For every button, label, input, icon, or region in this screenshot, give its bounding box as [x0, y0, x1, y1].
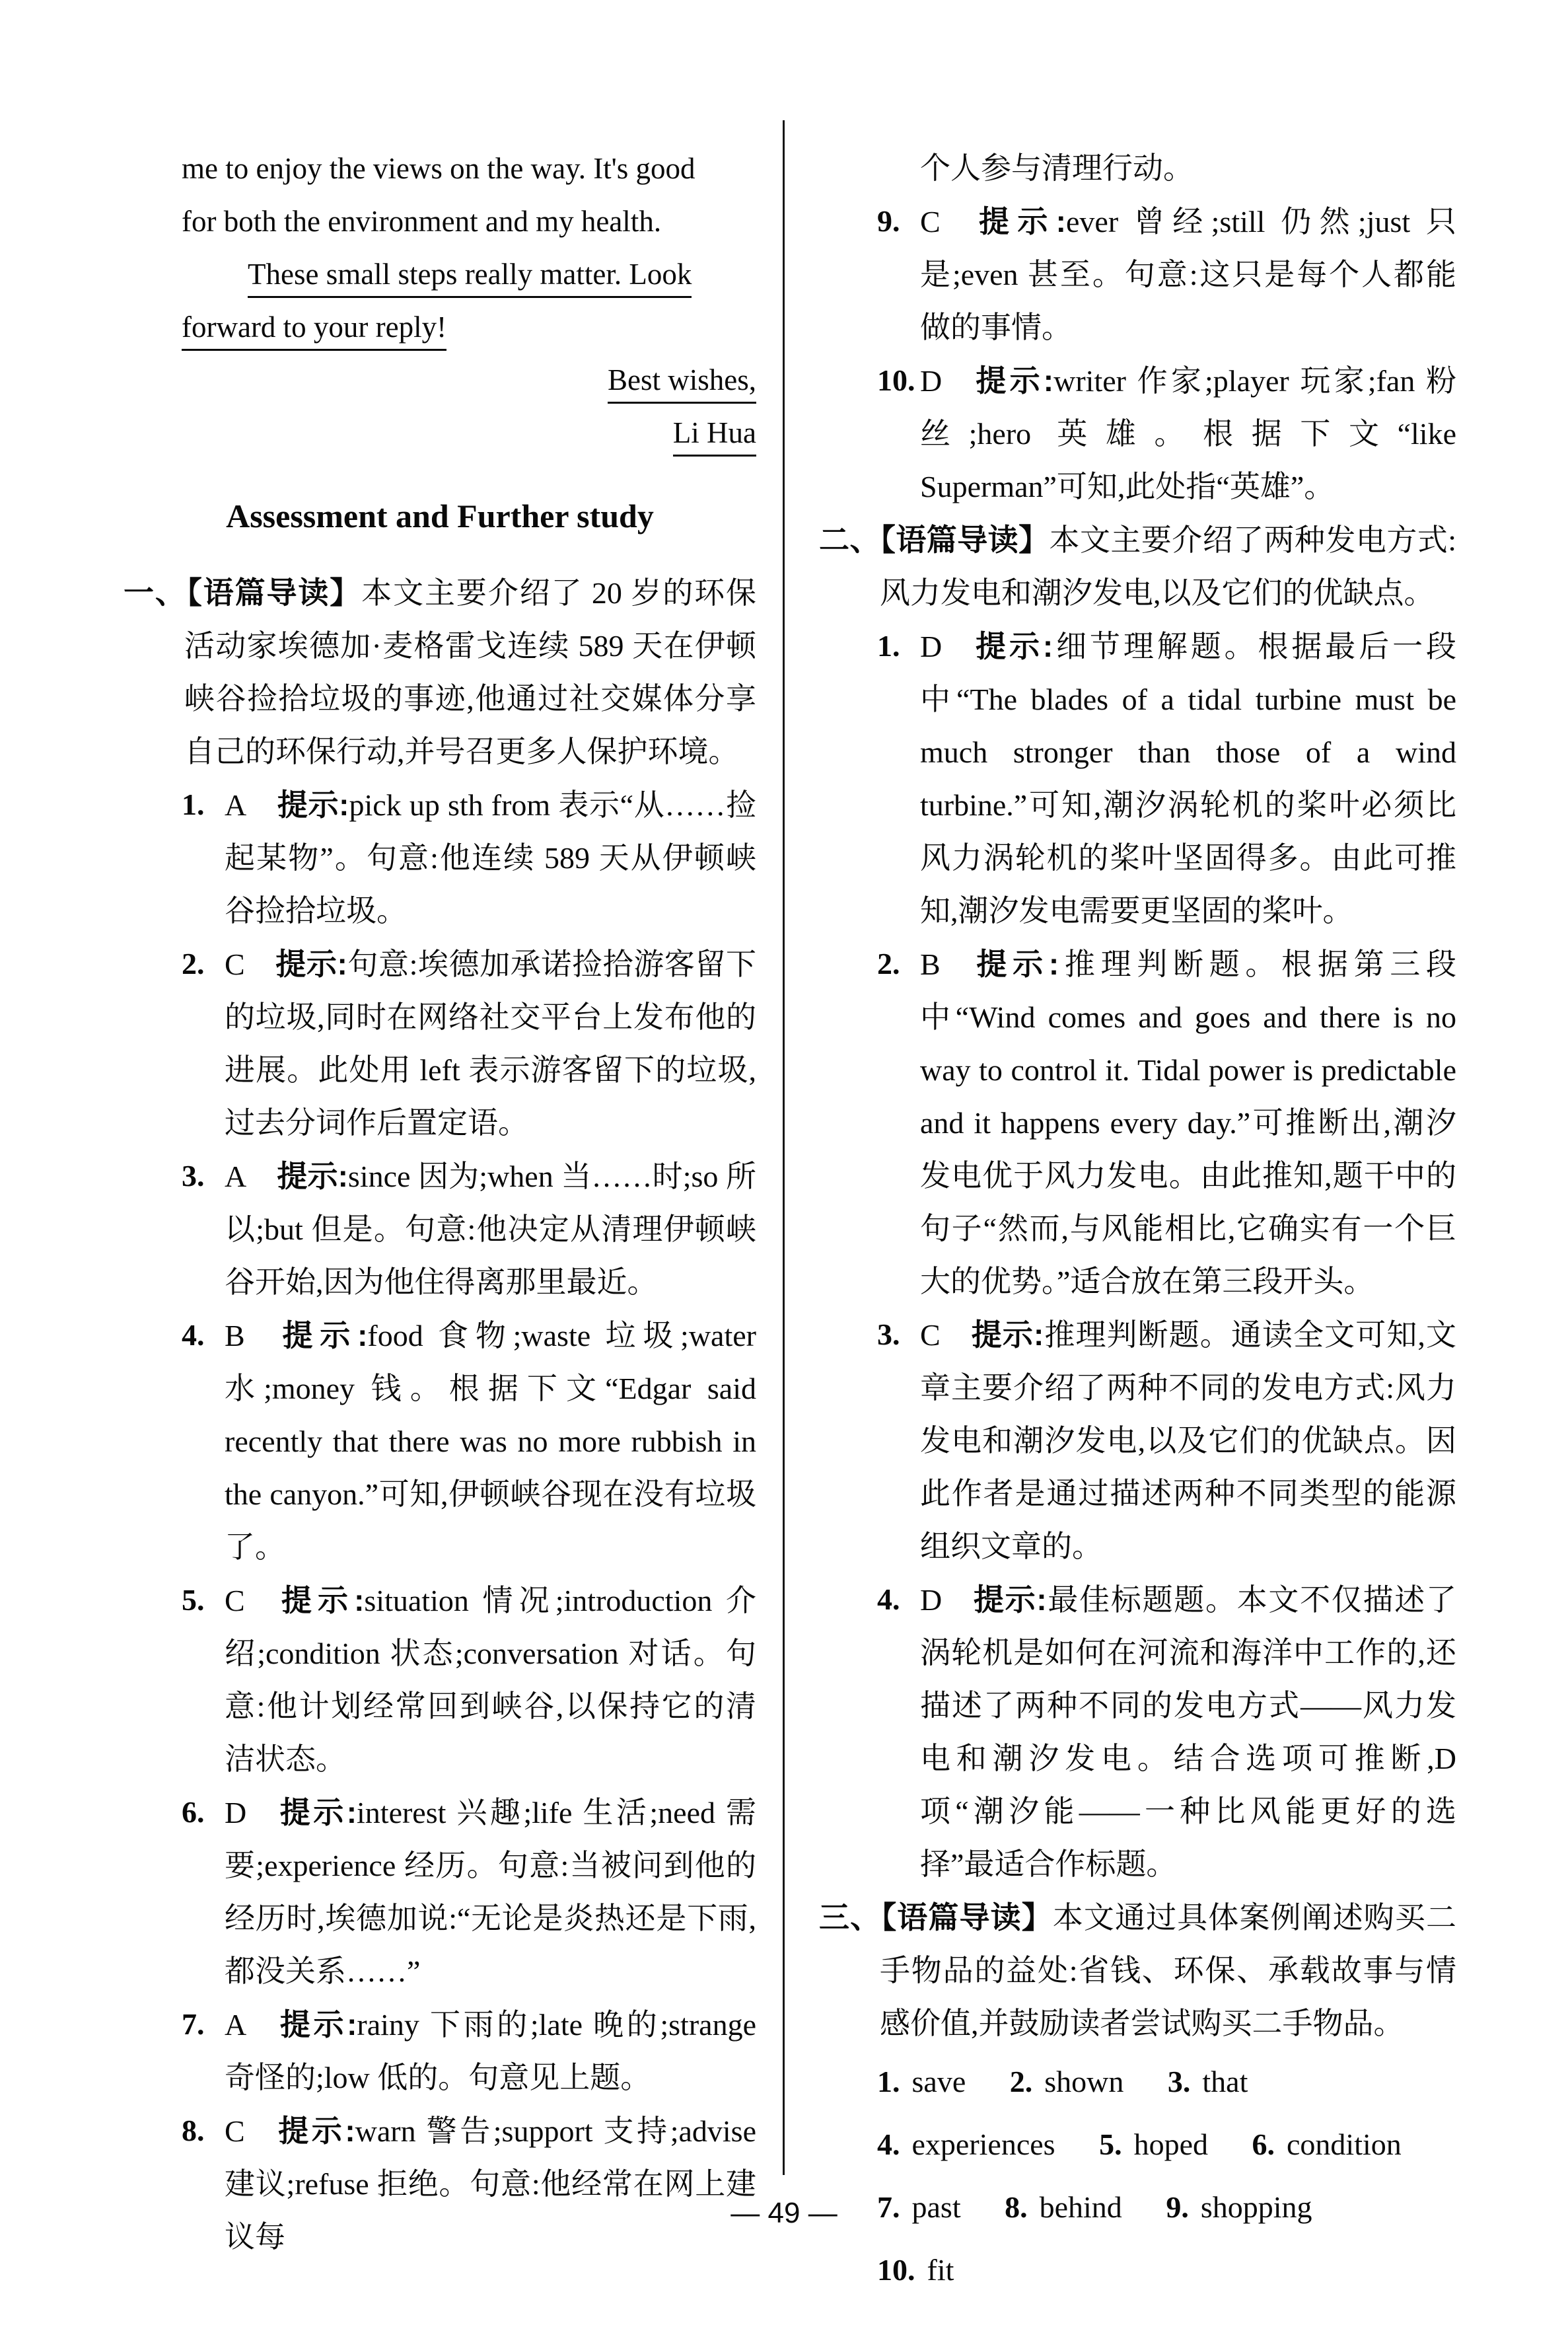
section-three-intro	[819, 1891, 1456, 2050]
word-answer: 5. hoped	[1099, 2127, 1209, 2161]
hint-text: 句意:埃德加承诺捡拾游客留下的垃圾,同时在网络社交平台上发布他的进展。此处用 left 表示游客留下的垃圾,过去分词作后置定语。	[225, 947, 756, 1140]
guide-reading-label: 【语篇导读】	[880, 523, 1050, 557]
item-number: 1.	[877, 629, 900, 663]
section-intro-text: 本文主要介绍了两种发电方式:风力发电和潮汐发电,以及它们的优缺点。	[880, 523, 1457, 610]
hint-text: 推理判断题。根据第三段中“Wind comes and goes and there is no way to control it. Tidal power is predictable and it happens every day.”可推断出,潮汐发电优于风力发电。由此推知,题干中的句子“然而,与风能相比,它确实有一个巨大的优势。”适合放在第三段开头。	[920, 947, 1457, 1298]
answer-letter: C	[225, 1584, 245, 1617]
answer-item-10	[819, 354, 1456, 513]
hint-text: ever 曾经;still 仍然;just 只是;even 甚至。句意:这只是每个人都能做的事情。	[920, 205, 1456, 344]
item-number: 9.	[877, 204, 900, 238]
item-number: 4.	[877, 1582, 900, 1616]
answer-letter: D	[920, 364, 943, 398]
section-marker: 二、	[819, 523, 880, 557]
item-number: 5.	[182, 1583, 205, 1617]
tip-label: 提示:	[277, 1795, 357, 1829]
answer-letter: C	[225, 947, 245, 981]
hint-text: 推理判断题。通读全文可知,文章主要介绍了两种不同的发电方式:风力发电和潮汐发电,以及它们的优缺点。因此作者是通过描述两种不同类型的能源组织文章的。	[920, 1318, 1457, 1563]
word-answers-row-4	[819, 2238, 1456, 2301]
answer-letter: D	[920, 1583, 943, 1617]
word-answer: 6. condition	[1252, 2127, 1402, 2161]
letter-body-line: me to enjoy the views on the way. It's good	[182, 152, 695, 185]
answer-letter: A	[225, 2008, 247, 2042]
item-number: 1.	[182, 788, 205, 821]
item-number: 7.	[182, 2007, 205, 2041]
item-number: 6.	[182, 1795, 205, 1829]
word-answer: 10. fit	[877, 2253, 954, 2287]
item-number: 2.	[877, 947, 900, 980]
answer-letter: B	[920, 947, 941, 981]
word-answers-row-2	[819, 2113, 1456, 2176]
tip-label: 提示:	[275, 1583, 365, 1617]
hint-text: since 因为;when 当……时;so 所以;but 但是。句意:他决定从清理伊顿峡谷开始,因为他住得离那里最近。	[225, 1160, 756, 1299]
answer-item-3	[124, 1150, 756, 1309]
section-intro-text: 本文通过具体案例阐述购买二手物品的益处:省钱、环保、承载故事与情感价值,并鼓励读者尝试购买二手物品。	[880, 1901, 1457, 2040]
answer-letter: C	[920, 205, 941, 239]
tip-label: 提示:	[277, 2007, 357, 2042]
letter-underlined-line: forward to your reply!	[182, 301, 756, 353]
answer-item-7	[124, 1998, 756, 2104]
tip-label: 提示:	[277, 788, 349, 822]
tip-label: 提示:	[277, 1159, 348, 1193]
tip-label: 提示:	[275, 2114, 355, 2148]
item-number: 10.	[877, 363, 915, 397]
tip-label: 提示:	[972, 363, 1054, 398]
tip-label: 提示:	[972, 1582, 1047, 1617]
hint-text: rainy 下雨的;late 晚的;strange 奇怪的;low 低的。句意见上题。	[225, 2008, 756, 2094]
word-answer: 4. experiences	[877, 2127, 1055, 2161]
hint-text: pick up sth from 表示“从……捡起某物”。句意:他连续 589 天从伊顿峡谷捡拾垃圾。	[225, 788, 756, 928]
hint-text: warn 警告;support 支持;advise 建议;refuse 拒绝。句意:他经常在网上建议每	[225, 2114, 757, 2254]
section-two-intro	[819, 513, 1456, 620]
letter-signature: Li Hua	[182, 406, 756, 459]
hint-text: 最佳标题题。本文不仅描述了涡轮机是如何在河流和海洋中工作的,还描述了两种不同的发电方式——风力发电和潮汐发电。结合选项可推断,D 项“潮汐能——一种比风能更好的选择”最适合作标题。	[920, 1583, 1456, 1881]
item-number: 3.	[182, 1159, 205, 1193]
hint-text: interest 兴趣;life 生活;need 需要;experience 经历。句意:当被问到他的经历时,埃德加说:“无论是炎热还是下雨,都没关系……”	[225, 1796, 756, 1988]
tip-label: 提示:	[275, 1318, 368, 1352]
answer-letter: B	[225, 1319, 245, 1352]
answer-item-2	[124, 938, 756, 1150]
answer-item-4	[124, 1309, 756, 1574]
tip-label: 提示:	[970, 1317, 1044, 1352]
hint-text: 细节理解题。根据最后一段中“The blades of a tidal turbine must be much stronger than those of a wind turbine.”可知,潮汐涡轮机的桨叶必须比风力涡轮机的桨叶坚固得多。由此可推知,潮汐发电需要更坚固的桨叶。	[920, 630, 1456, 928]
letter-excerpt	[182, 142, 756, 459]
section-two-item-1	[819, 620, 1456, 938]
tip-label: 提示:	[972, 629, 1053, 663]
hint-text: food 食物;waste 垃圾;water 水;money 钱。根据下文“Edgar said recently that there was no more rubbish in the canyon.”可知,伊顿峡谷现在没有垃圾了。	[225, 1319, 756, 1564]
word-answer: 9. shopping	[1166, 2190, 1312, 2224]
answer-letter: D	[920, 630, 943, 663]
answer-item-8	[124, 2104, 756, 2264]
word-answer: 3. that	[1167, 2065, 1248, 2098]
answer-letter: C	[225, 2114, 245, 2148]
item-number: 8.	[182, 2114, 205, 2147]
word-answer: 8. behind	[1005, 2190, 1122, 2224]
word-answer: 2. shown	[1009, 2065, 1124, 2098]
section-two-item-2	[819, 938, 1456, 1308]
page-number: — 49 —	[731, 2197, 837, 2229]
letter-body-line: for both the environment and my health.	[182, 205, 662, 238]
section-marker: 三、	[819, 1900, 882, 1935]
section-two-item-4	[819, 1573, 1456, 1891]
answer-letter: A	[225, 788, 247, 822]
item-number: 3.	[877, 1317, 900, 1351]
word-answer: 7. past	[877, 2190, 961, 2224]
letter-closing: Best wishes,	[182, 353, 756, 406]
section-intro-text: 本文主要介绍了 20 岁的环保活动家埃德加·麦格雷戈连续 589 天在伊顿峡谷捡拾垃圾的事迹,他通过社交媒体分享自己的环保行动,并号召更多人保护环境。	[184, 576, 757, 768]
tip-label: 提示:	[970, 204, 1066, 239]
answer-item-5	[124, 1574, 756, 1786]
answer-item-6	[124, 1786, 756, 1998]
guide-reading-label: 【语篇导读】	[186, 575, 362, 610]
word-answer: 1. save	[877, 2065, 966, 2098]
item-number: 4.	[182, 1318, 205, 1352]
answer-item-9	[819, 195, 1456, 354]
right-column	[819, 142, 1456, 2301]
answer-item-1	[124, 778, 756, 938]
hint-text: situation 情况;introduction 介绍;condition 状态;conversation 对话。句意:他计划经常回到峡谷,以保持它的清洁状态。	[225, 1584, 757, 1776]
tip-label: 提示:	[275, 947, 347, 981]
letter-underlined-line: These small steps really matter. Look	[182, 248, 756, 301]
guide-reading-label: 【语篇导读】	[881, 1900, 1053, 1935]
answer-letter: D	[225, 1796, 247, 1829]
tip-label: 提示:	[970, 947, 1059, 981]
answer-letter: C	[920, 1318, 941, 1352]
left-column	[124, 142, 756, 2264]
page-title: Assessment and Further study	[226, 498, 654, 535]
answer-letter: A	[225, 1160, 247, 1193]
word-answers-row-1	[819, 2050, 1456, 2113]
hint-text: writer 作家;player 玩家;fan 粉丝;hero 英雄。根据下文“like Superman”可知,此处指“英雄”。	[920, 364, 1456, 503]
section-two-item-3	[819, 1308, 1456, 1573]
section-marker: 一、	[124, 575, 187, 610]
section-one-intro	[124, 566, 756, 778]
item-8-continuation: 个人参与清理行动。	[920, 151, 1194, 185]
item-number: 2.	[182, 947, 205, 980]
column-divider	[783, 120, 785, 2175]
